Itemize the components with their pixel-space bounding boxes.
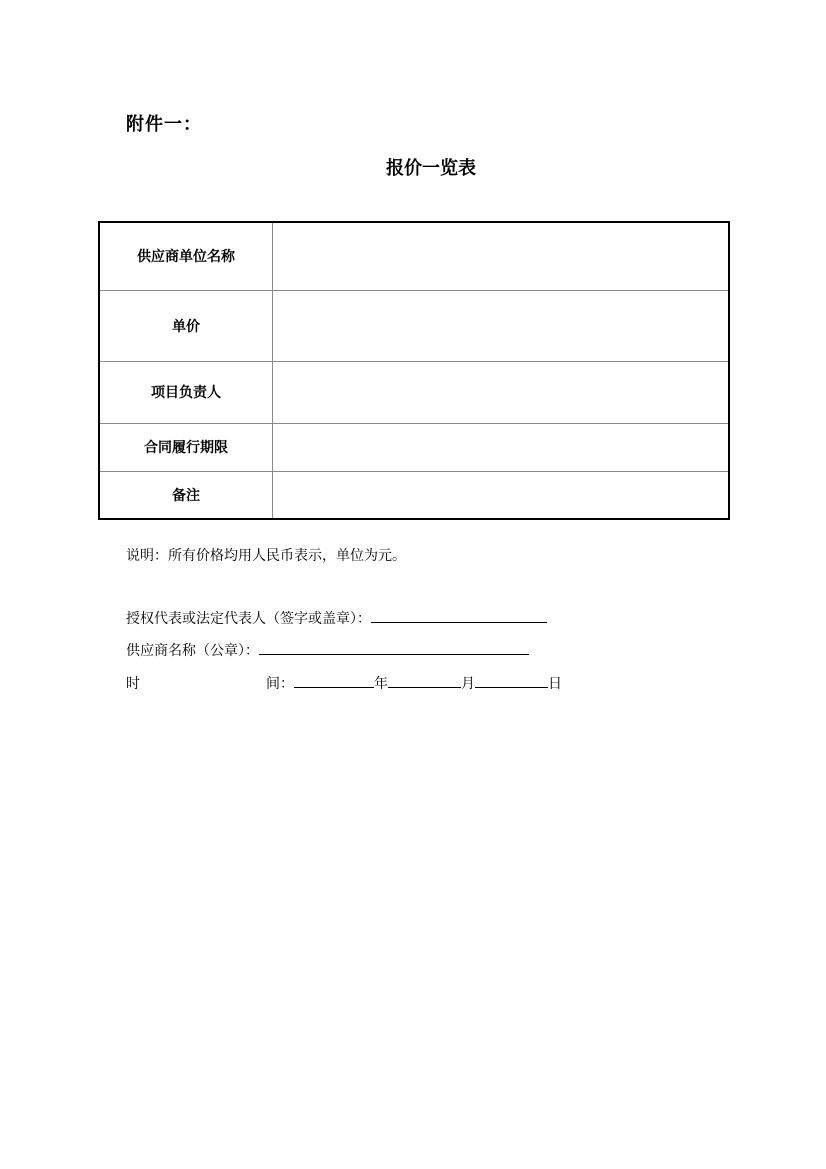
row-label-remarks: 备注 xyxy=(99,471,273,519)
row-label-project-lead: 项目负责人 xyxy=(99,361,273,423)
row-value-supplier[interactable] xyxy=(273,222,730,290)
year-blank[interactable] xyxy=(294,673,374,688)
row-label-contract-period: 合同履行期限 xyxy=(99,423,273,471)
day-blank[interactable] xyxy=(475,673,548,688)
supplier-name-blank[interactable] xyxy=(259,640,529,655)
month-label: 月 xyxy=(461,676,475,692)
row-label-unit-price: 单价 xyxy=(99,290,273,361)
authorized-rep-label: 授权代表或法定代表人（签字或盖章）： xyxy=(126,611,371,627)
date-line xyxy=(126,673,562,693)
time-label-right: 间： xyxy=(266,676,294,692)
table-row xyxy=(99,290,729,361)
day-label: 日 xyxy=(548,676,562,692)
table-row xyxy=(99,471,729,519)
table-row xyxy=(99,361,729,423)
table-row xyxy=(99,222,729,290)
attachment-label: 附件一： xyxy=(126,114,202,135)
supplier-name-line xyxy=(126,640,529,660)
row-label-supplier: 供应商单位名称 xyxy=(99,222,273,290)
row-value-remarks[interactable] xyxy=(273,471,730,519)
quote-table xyxy=(98,221,730,520)
table-row xyxy=(99,423,729,471)
row-value-project-lead[interactable] xyxy=(273,361,730,423)
row-value-contract-period[interactable] xyxy=(273,423,730,471)
note-text: 说明：所有价格均用人民币表示，单位为元。 xyxy=(126,548,406,564)
authorized-rep-blank[interactable] xyxy=(371,608,547,623)
page-title: 报价一览表 xyxy=(386,158,476,179)
row-value-unit-price[interactable] xyxy=(273,290,730,361)
time-label-left: 时 xyxy=(126,676,140,692)
authorized-rep-line xyxy=(126,608,547,628)
year-label: 年 xyxy=(374,676,388,692)
month-blank[interactable] xyxy=(388,673,461,688)
supplier-name-label: 供应商名称（公章）： xyxy=(126,643,259,659)
